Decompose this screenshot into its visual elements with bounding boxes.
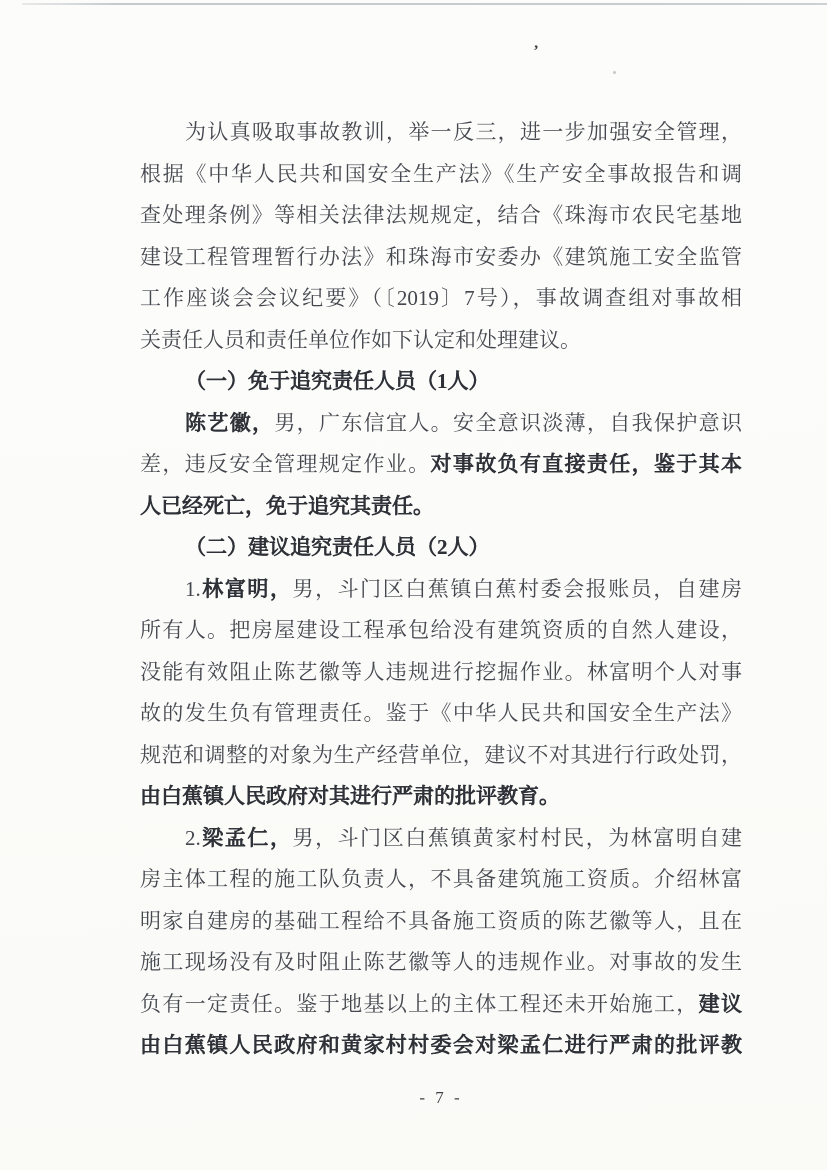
text-line: [140, 195, 742, 237]
text-segment: 根据《中华人民共和国安全生产法》《生产安全事故报告和调: [140, 161, 742, 186]
text-segment: 2.: [185, 825, 201, 850]
bold-text-segment: 由白蕉镇人民政府和黄家村村委会对梁孟仁进行严肃的批评教: [140, 1033, 742, 1057]
text-line: [140, 984, 742, 1026]
text-line: [140, 444, 742, 486]
text-line: [140, 278, 742, 320]
text-line: [140, 859, 742, 901]
text-line: [140, 527, 742, 569]
bold-text-segment: 建议: [698, 991, 743, 1016]
text-line: [140, 403, 742, 445]
text-line: [140, 486, 742, 528]
bold-text-segment: 由白蕉镇人民政府对其进行严肃的批评教育。: [140, 784, 560, 808]
bold-text-segment: （二）建议追究责任人员（2人）: [185, 535, 490, 559]
text-line: [140, 154, 742, 196]
text-segment: 没能有效阻止陈艺徽等人违规进行挖掘作业。林富明个人对事: [140, 659, 742, 684]
text-line: [140, 652, 742, 694]
text-segment: 规范和调整的对象为生产经营单位，建议不对其进行行政处罚，: [140, 742, 742, 767]
scan-edge-line: [22, 3, 827, 5]
text-line: [140, 693, 742, 735]
text-segment: 男，斗门区白蕉镇黄家村村民，为林富明自建: [292, 825, 743, 850]
text-line: [140, 942, 742, 984]
text-line: [140, 1025, 742, 1067]
text-line: [140, 569, 742, 611]
text-segment: 施工现场没有及时阻止陈艺徽等人的违规作业。对事故的发生: [140, 950, 742, 974]
text-segment: 建设工程管理暂行办法》和珠海市安委办《建筑施工安全监管: [140, 244, 742, 269]
text-line: [140, 112, 742, 154]
text-segment: 为认真吸取事故教训，举一反三，进一步加强安全管理，: [185, 120, 742, 144]
text-line: [140, 901, 742, 943]
text-line: [140, 776, 742, 818]
scan-artifact-dot: [613, 71, 616, 74]
text-segment: 男，斗门区白蕉镇白蕉村委会报账员，自建房: [292, 576, 743, 601]
text-segment: 关责任人员和责任单位作如下认定和处理建议。: [140, 327, 581, 352]
text-line: [140, 610, 742, 652]
bold-text-segment: 陈艺徽，: [185, 410, 275, 435]
text-segment: 差，违反安全管理规定作业。: [140, 452, 431, 476]
text-line: [140, 320, 742, 362]
text-segment: 明家自建房的基础工程给不具备施工资质的陈艺徽等人，且在: [140, 908, 742, 933]
text-segment: 负有一定责任。鉴于地基以上的主体工程还未开始施工，: [140, 991, 699, 1016]
text-line: [140, 735, 742, 777]
text-segment: 所有人。把房屋建设工程承包给没有建筑资质的自然人建设，: [140, 618, 742, 642]
text-segment: 故的发生负有管理责任。鉴于《中华人民共和国安全生产法》: [140, 701, 742, 725]
text-segment: 工作座谈会会议纪要》（〔2019〕7号），事故调查组对事故相: [140, 286, 742, 310]
text-line: [140, 237, 742, 279]
text-line: [140, 361, 742, 403]
scan-artifact-comma-mark: ’: [532, 42, 539, 61]
text-segment: 男，广东信宜人。安全意识淡薄，自我保护意识: [274, 410, 743, 435]
text-segment: 查处理条例》等相关法律法规规定，结合《珠海市农民宅基地: [140, 203, 742, 227]
bold-text-segment: 梁孟仁，: [200, 825, 293, 850]
text-segment: 房主体工程的施工队负责人，不具备建筑施工资质。介绍林富: [140, 867, 742, 891]
text-segment: 1.: [185, 576, 201, 601]
bold-text-segment: 对事故负有直接责任，鉴于其本: [430, 452, 742, 476]
document-body: [140, 112, 742, 1067]
bold-text-segment: （一）免于追究责任人员（1人）: [185, 369, 490, 393]
text-line: [140, 818, 742, 860]
bold-text-segment: 林富明，: [200, 576, 293, 601]
bold-text-segment: 人已经死亡，免于追究其责任。: [140, 493, 434, 518]
page-number: - 7 -: [419, 1088, 463, 1107]
